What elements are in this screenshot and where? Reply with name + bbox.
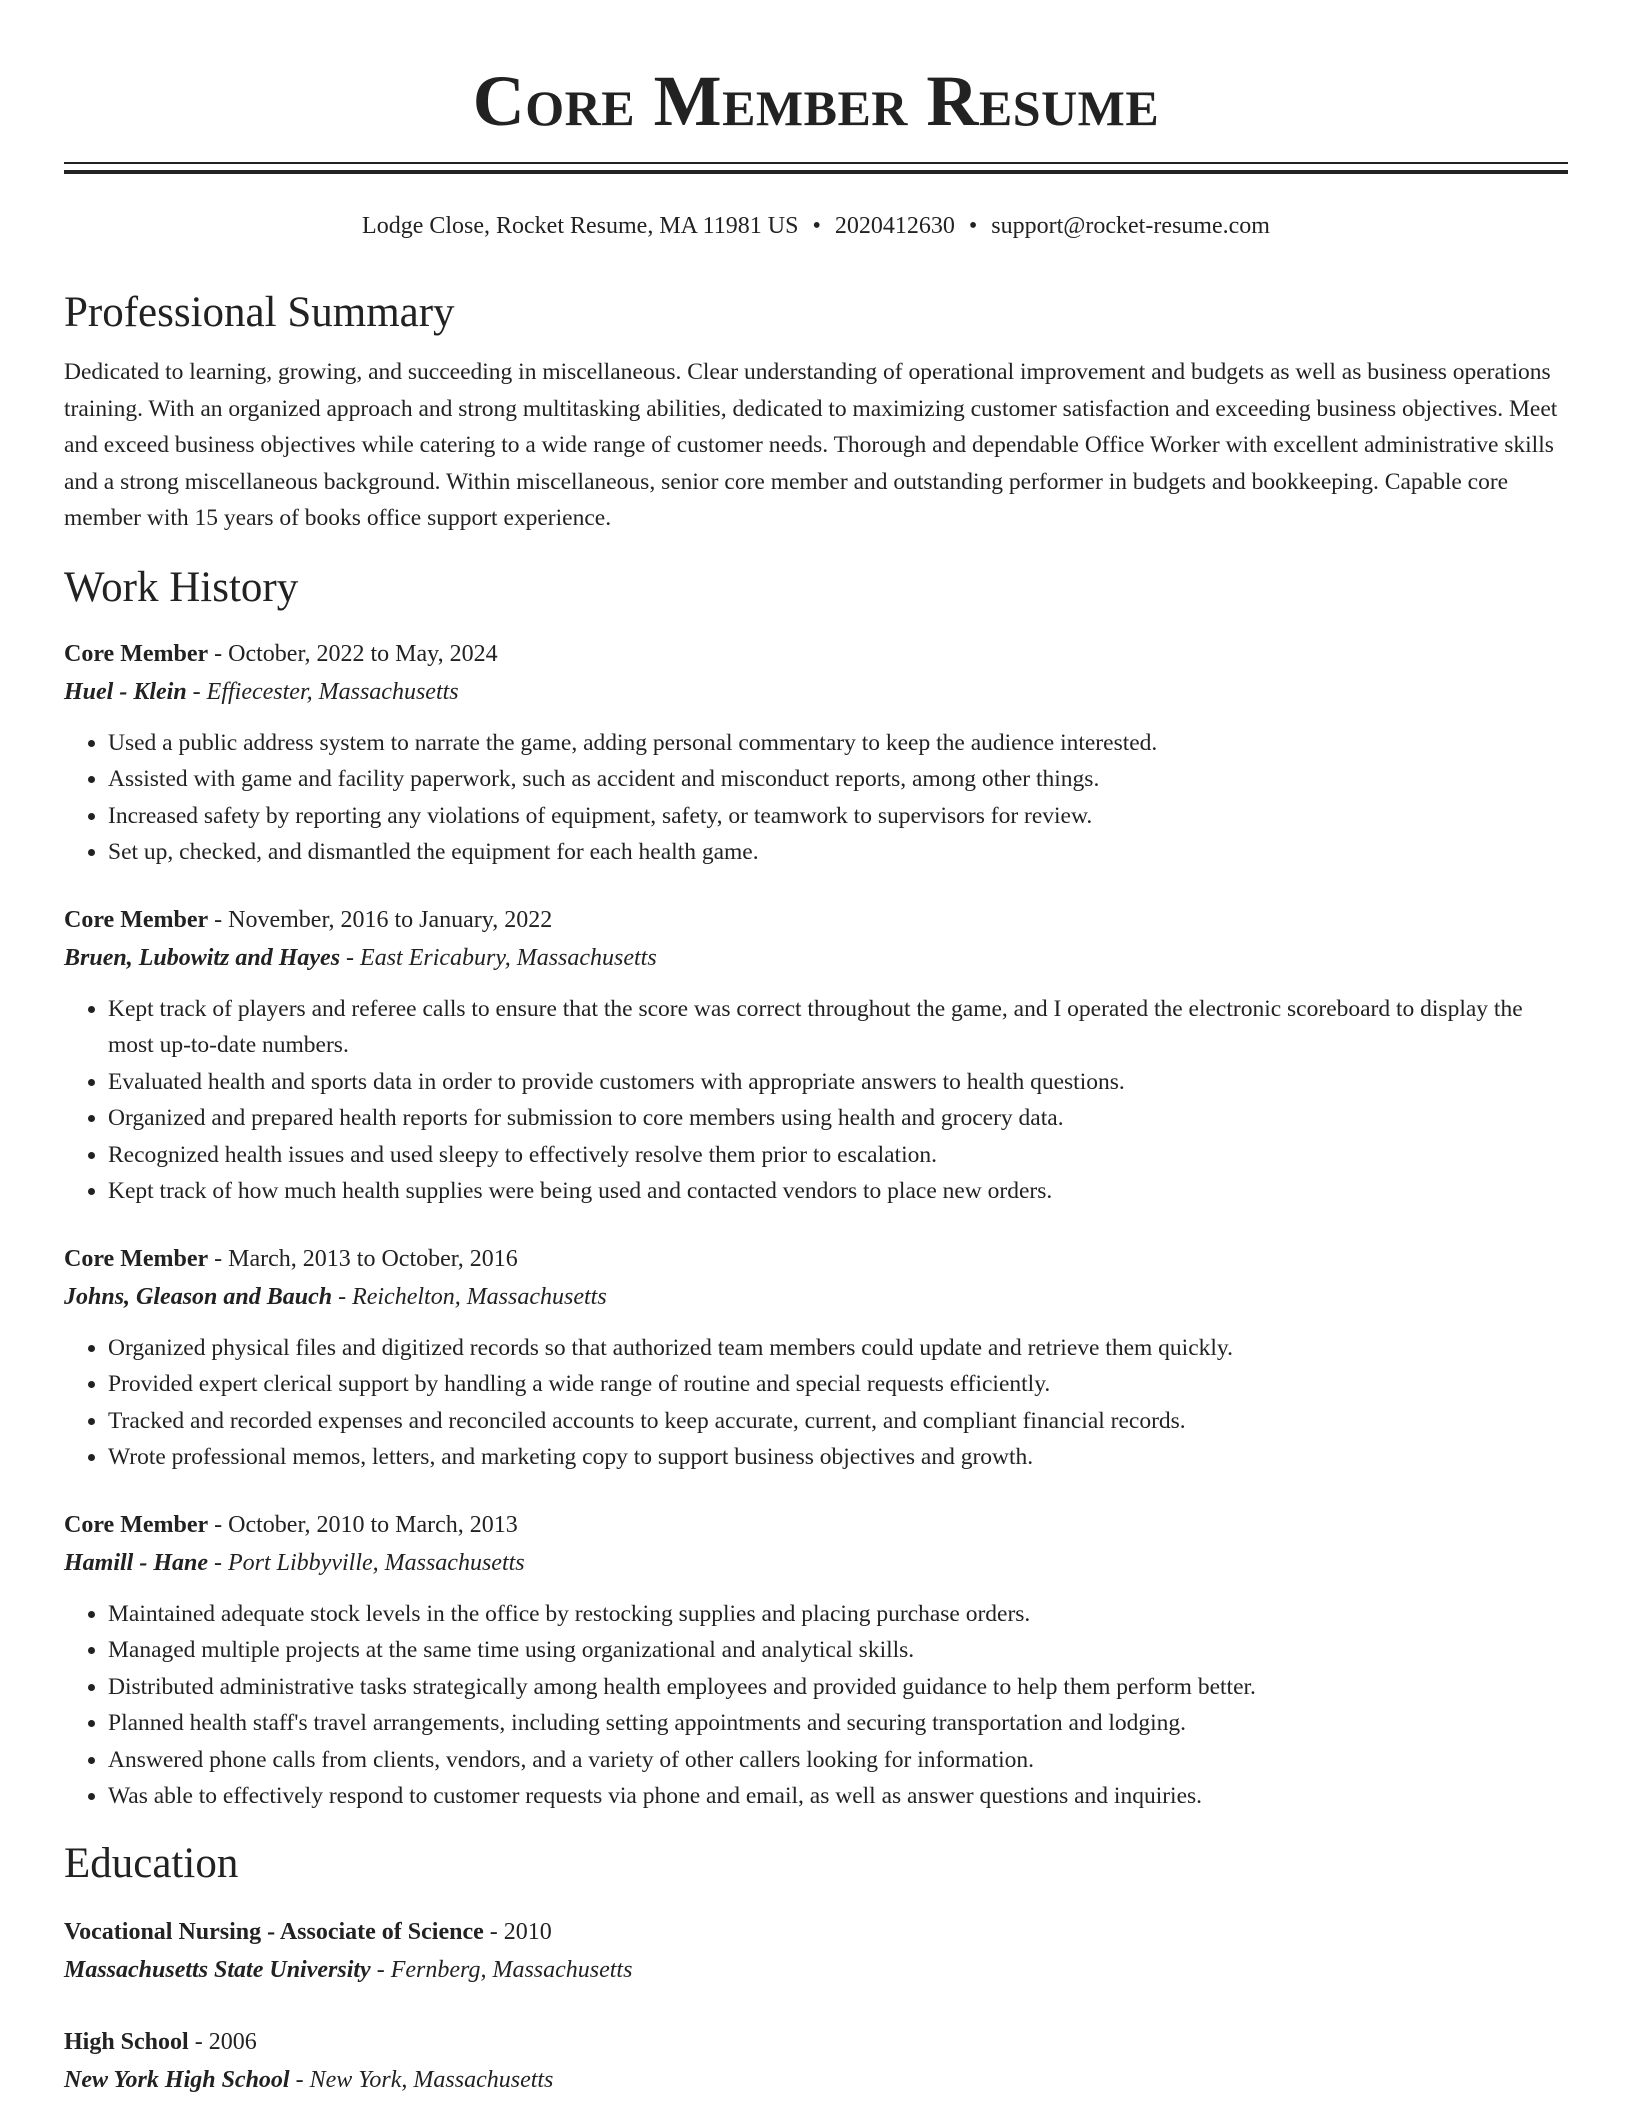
job-location: - East Ericabury, Massachusetts xyxy=(340,944,657,971)
job-company-line xyxy=(64,1544,1568,1582)
job-title-line xyxy=(64,635,1568,673)
education-heading: Education xyxy=(64,1839,239,1887)
job-bullet: • Distributed administrative tasks strategically among health employees and provided guidance to help them perform better. xyxy=(108,1669,1568,1706)
job-bullet: • Answered phone calls from clients, vendors, and a variety of other callers looking for information. xyxy=(108,1742,1568,1779)
job-bullet: • Planned health staff's travel arrangements, including setting appointments and securing transportation and lodging. xyxy=(108,1705,1568,1742)
job-title-line xyxy=(64,901,1568,939)
edu-degree-line xyxy=(64,2023,1568,2061)
job-bullet: • Was able to effectively respond to customer requests via phone and email, as well as answer questions and inquiries. xyxy=(108,1778,1568,1815)
job-title-line xyxy=(64,1240,1568,1278)
edu-school: Massachusetts State University xyxy=(64,1956,371,1983)
summary-text: Dedicated to learning, growing, and succeeding in miscellaneous. Clear understanding of operational improvement and budgets as well as business operations training. With an organized approach and strong multitasking abilities, dedicated to maximizing customer satisfaction and exceeding business objectives. Meet and exceed business objectives while catering to a wide range of customer needs. Thorough and dependable Office Worker with excellent administrative skills and a strong miscellaneous background. Within miscellaneous, senior core member and outstanding performer in budgets and bookkeeping. Capable core member with 15 years of books office support experience. xyxy=(64,359,1558,531)
resume-title: Core Member Resume xyxy=(472,61,1160,141)
job-bullet: • Kept track of players and referee calls to ensure that the score was correct throughout the game, and I operated the electronic scoreboard to display the most up-to-date numbers. xyxy=(108,991,1568,1064)
job-role: Core Member xyxy=(64,1511,209,1538)
contact-separator: • xyxy=(968,213,978,239)
job-location: - Port Libbyville, Massachusetts xyxy=(208,1549,525,1576)
job-company-line xyxy=(64,673,1568,711)
contact-email: support@rocket-resume.com xyxy=(991,213,1270,239)
title-rule-bottom xyxy=(64,170,1568,174)
job-company-line xyxy=(64,1278,1568,1316)
job-bullet: • Maintained adequate stock levels in the office by restocking supplies and placing purchase orders. xyxy=(108,1596,1568,1633)
edu-degree-line xyxy=(64,1913,1568,1951)
job-company: Johns, Gleason and Bauch xyxy=(64,1283,333,1310)
job-bullets xyxy=(64,991,1568,1210)
contact-phone: 2020412630 xyxy=(834,213,955,239)
job-bullet: • Used a public address system to narrate the game, adding personal commentary to keep the audience interested. xyxy=(108,725,1568,762)
job-bullet: • Assisted with game and facility paperwork, such as accident and misconduct reports, among other things. xyxy=(108,761,1568,798)
job-bullets xyxy=(64,1330,1568,1476)
job-role: Core Member xyxy=(64,906,209,933)
job-bullet: • Increased safety by reporting any violations of equipment, safety, or teamwork to supervisors for review. xyxy=(108,798,1568,835)
job-bullet: • Organized physical files and digitized records so that authorized team members could update and retrieve them quickly. xyxy=(108,1330,1568,1367)
job-bullets xyxy=(64,1596,1568,1815)
summary-heading: Professional Summary xyxy=(64,289,455,336)
job-company: Bruen, Lubowitz and Hayes xyxy=(64,944,341,971)
job-bullet: • Provided expert clerical support by handling a wide range of routine and special requests efficiently. xyxy=(108,1366,1568,1403)
work-history-heading: Work History xyxy=(64,563,299,611)
edu-location: - Fernberg, Massachusetts xyxy=(370,1956,633,1983)
job-company: Hamill - Hane xyxy=(64,1549,208,1576)
job-bullet: • Recognized health issues and used sleepy to effectively resolve them prior to escalation. xyxy=(108,1137,1568,1174)
job-bullet: • Managed multiple projects at the same time using organizational and analytical skills. xyxy=(108,1632,1568,1669)
edu-school-line xyxy=(64,1951,1568,1989)
edu-school-line xyxy=(64,2061,1568,2099)
contact-line xyxy=(64,210,1568,242)
edu-degree: Vocational Nursing - Associate of Science xyxy=(64,1918,484,1945)
job-dates: - November, 2016 to January, 2022 xyxy=(208,906,553,933)
edu-degree: High School xyxy=(64,2028,189,2055)
contact-separator: • xyxy=(812,213,821,239)
edu-year: - 2010 xyxy=(483,1918,552,1945)
job-bullet: • Evaluated health and sports data in order to provide customers with appropriate answers to health questions. xyxy=(108,1064,1568,1101)
contact-address: Lodge Close, Rocket Resume, MA 11981 US xyxy=(362,213,799,239)
education-entry xyxy=(64,2023,1568,2099)
job-entry xyxy=(64,635,1568,871)
job-dates: - October, 2010 to March, 2013 xyxy=(208,1511,518,1538)
job-dates: - October, 2022 to May, 2024 xyxy=(208,640,498,667)
job-bullet: • Organized and prepared health reports for submission to core members using health and grocery data. xyxy=(108,1100,1568,1137)
job-company: Huel - Klein xyxy=(64,678,187,705)
job-bullet: • Wrote professional memos, letters, and marketing copy to support business objectives and growth. xyxy=(108,1439,1568,1476)
job-bullet: • Kept track of how much health supplies were being used and contacted vendors to place new orders. xyxy=(108,1173,1568,1210)
job-role: Core Member xyxy=(64,1245,209,1272)
edu-school: New York High School xyxy=(64,2066,290,2093)
job-bullet: • Tracked and recorded expenses and reconciled accounts to keep accurate, current, and compliant financial records. xyxy=(108,1403,1568,1440)
job-entry xyxy=(64,1240,1568,1476)
job-entry xyxy=(64,901,1568,1210)
job-bullet: • Set up, checked, and dismantled the equipment for each health game. xyxy=(108,834,1568,871)
education-entry xyxy=(64,1913,1568,1989)
job-bullets xyxy=(64,725,1568,871)
job-title-line xyxy=(64,1506,1568,1544)
job-entry xyxy=(64,1506,1568,1815)
job-location: - Reichelton, Massachusetts xyxy=(332,1283,607,1310)
job-location: - Effiecester, Massachusetts xyxy=(186,678,459,705)
job-dates: - March, 2013 to October, 2016 xyxy=(208,1245,518,1272)
job-company-line xyxy=(64,939,1568,977)
edu-location: - New York, Massachusetts xyxy=(289,2066,554,2093)
title-rule-top xyxy=(64,162,1568,164)
job-role: Core Member xyxy=(64,640,209,667)
edu-year: - 2006 xyxy=(188,2028,257,2055)
